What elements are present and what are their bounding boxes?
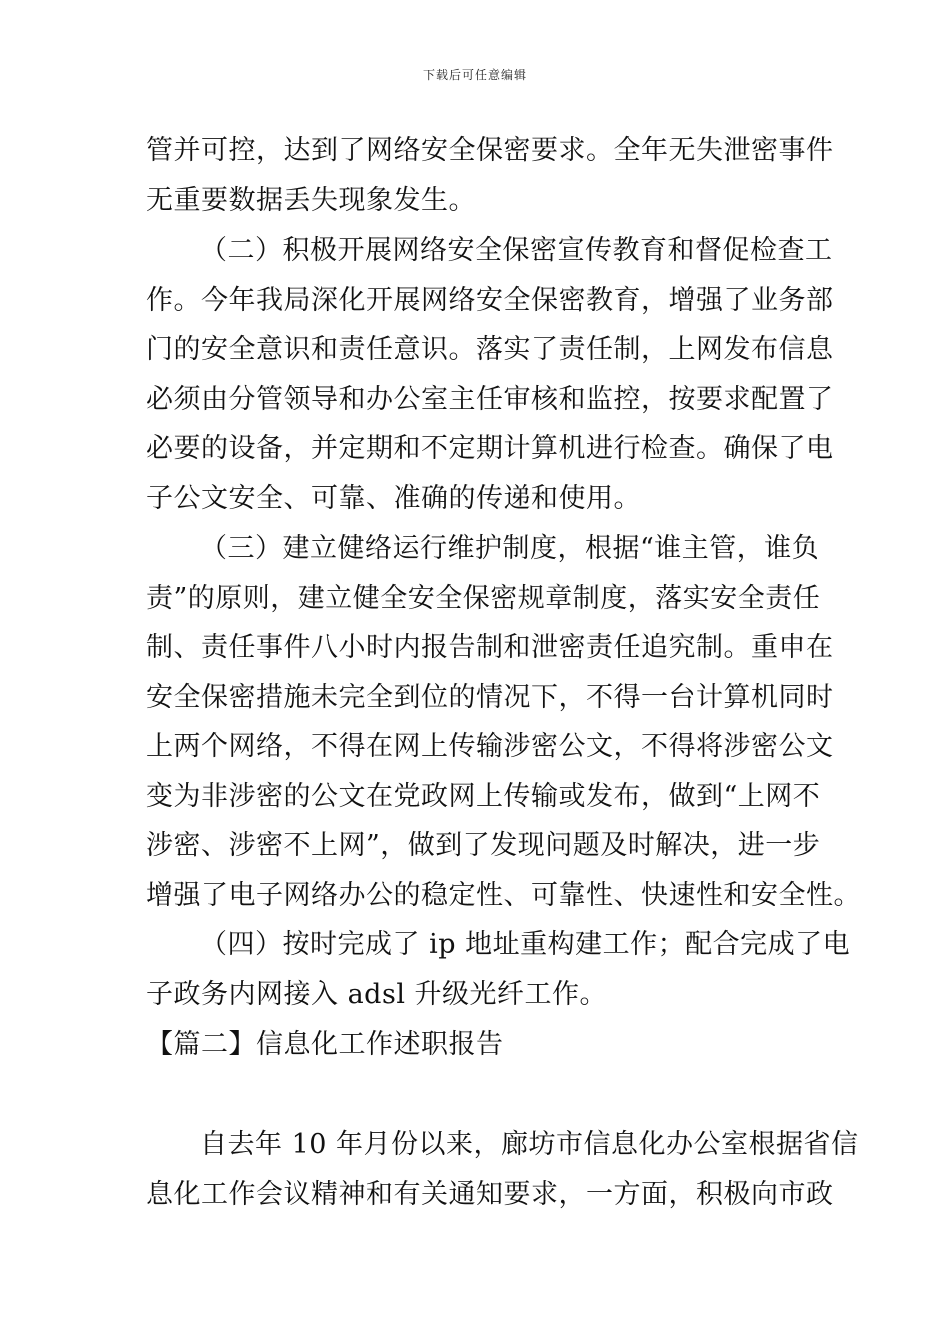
paragraph-2 (146, 226, 834, 523)
paragraph-line: 增强了电子网络办公的稳定性、可靠性、快速性和安全性。 (146, 879, 861, 911)
paragraph-line: 必要的设备，并定期和不定期计算机进行检查。确保了电 (146, 433, 834, 464)
paragraph-line: 自去年 10 年月份以来，廊坊市信息化办公室根据省信 (200, 1129, 859, 1160)
paragraph-line: 息化工作会议精神和有关通知要求，一方面，积极向市政 (146, 1178, 834, 1210)
paragraph-line: 安全保密措施未完全到位的情况下，不得一台计算机同时 (146, 681, 834, 713)
page-header: 下载后可任意编辑 (422, 68, 527, 82)
paragraph-3 (146, 524, 861, 920)
paragraph-line: 责”的原则，建立健全安全保密规章制度，落实安全责任 (146, 582, 821, 614)
paragraph-4 (146, 920, 851, 1019)
paragraph-line: 管并可控，达到了网络安全保密要求。全年无失泄密事件 (146, 135, 834, 166)
paragraph-1 (146, 126, 834, 225)
paragraph-line: （三）建立健络运行维护制度，根据“谁主管，谁负 (200, 533, 820, 564)
section-paragraph (146, 1120, 859, 1219)
paragraph-line: 上两个网络，不得在网上传输涉密公文，不得将涉密公文 (146, 731, 834, 762)
paragraph-line: 无重要数据丢失现象发生。 (146, 184, 476, 216)
paragraph-line: 必须由分管领导和办公室主任审核和监控，按要求配置了 (146, 383, 834, 415)
paragraph-line: 门的安全意识和责任意识。落实了责任制，上网发布信息 (146, 334, 834, 365)
paragraph-line: 变为非涉密的公文在党政网上传输或发布，做到“上网不 (146, 780, 821, 812)
paragraph-line: 作。今年我局深化开展网络安全保密教育，增强了业务部 (146, 284, 834, 316)
paragraph-line: （二）积极开展网络安全保密宣传教育和督促检查工 (200, 235, 833, 266)
paragraph-line: （四）按时完成了 ip 地址重构建工作；配合完成了电 (200, 929, 851, 960)
paragraph-line: 制、责任事件八小时内报告制和泄密责任追究制。重申在 (146, 632, 834, 663)
section-title (146, 1020, 811, 1070)
paragraph-line: 子公文安全、可靠、准确的传递和使用。 (146, 482, 641, 514)
section-title-text: 【篇二】信息化工作述职报告 (146, 1029, 504, 1060)
paragraph-line: 子政务内网接入 adsl 升级光纤工作。 (146, 978, 608, 1010)
paragraph-line: 涉密、涉密不上网”，做到了发现问题及时解决，进一步 (146, 830, 821, 861)
